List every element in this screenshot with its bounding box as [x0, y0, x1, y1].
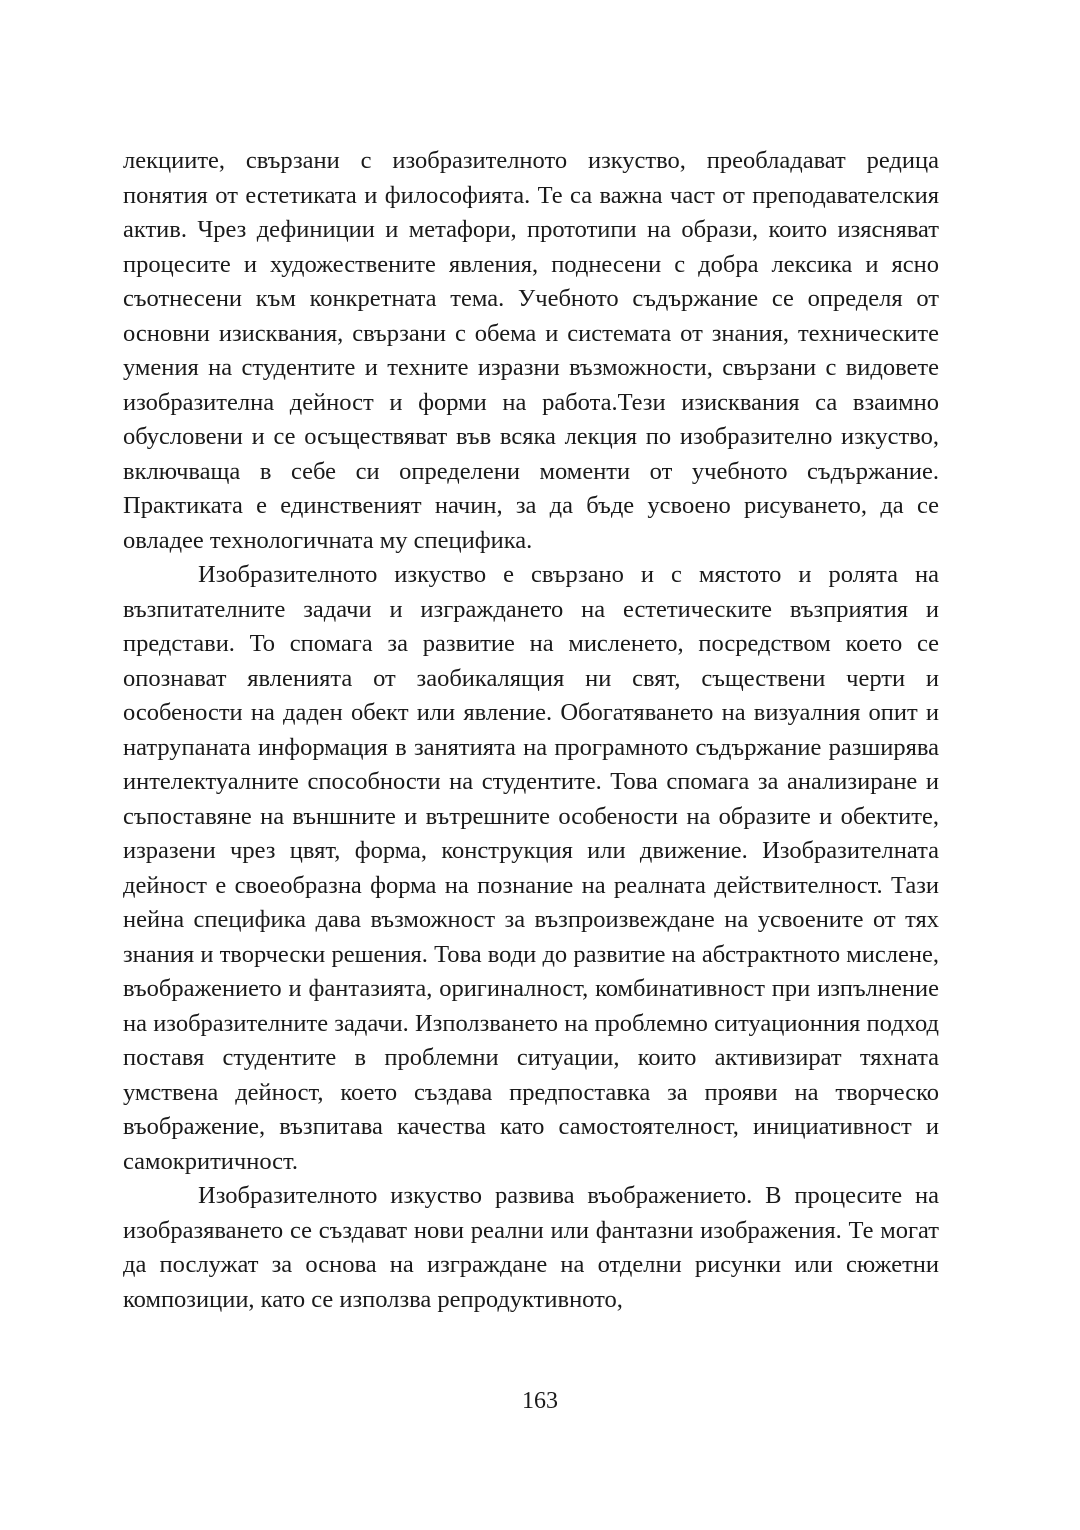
paragraph-1: лекциите, свързани с изобразителното изкуство, преобладават редица понятия от естетиката и философията. Те са важна част от преподавателския актив. Чрез дефиниции и метафори, прототипи на образи, които изясняват процесите и художествените явления, поднесени с добра лексика и ясно съотнесени към конкретната тема. Учебното съдържание се определя от основни изисквания, свързани с обема и системата от знания, техническите умения на студентите и техните изразни възможности, свързани с видовете изобразителна дейност и форми на работа.Тези изисквания са взаимно обусловени и се осъществяват във всяка лекция по изобразително изкуство, включваща в себе си определени моменти от учебното съдържание. Практиката е единственият начин, за да бъде усвоено рисуването, да се овладее технологичната му специфика.: [123, 147, 939, 554]
page-body: [123, 144, 939, 1317]
paragraph-3: Изобразителното изкуство развива въображението. В процесите на изобразяването се създават нови реални или фантазни изображения. Те могат да послужат за основа на изграждане на отделни рисунки или сюжетни композиции, като се използва репродуктивното,: [123, 1182, 939, 1313]
paragraph-2: Изобразителното изкуство е свързано и с мястото и ролята на възпитателните задачи и изграждането на естетическите възприятия и представи. То спомага за развитие на мисленето, посредством което се опознават явленията от заобикалящия ни свят, съществени черти и особености на даден обект или явление. Обогатяването на визуалния опит и натрупаната информация в занятията на програмното съдържание разширява интелектуалните способности на студентите. Това спомага за анализиране и съпоставяне на външните и вътрешните особености на образите и обектите, изразени чрез цвят, форма, конструкция или движение. Изобразителната дейност е своеобразна форма на познание на реалната действителност. Тази нейна специфика дава възможност за възпроизвеждане на усвоените от тях знания и творчески решения. Това води до развитие на абстрактното мислене, въображението и фантазията, оригиналност, комбинативност при изпълнение на изобразителните задачи. Използването на проблемно ситуационния подход поставя студентите в проблемни ситуации, които активизират тяхната умствена дейност, което създава предпоставка за прояви на творческо въображение, възпитава качества като самостоятелност, инициативност и самокритичност.: [123, 561, 939, 1175]
page-number: 163: [522, 1388, 558, 1414]
